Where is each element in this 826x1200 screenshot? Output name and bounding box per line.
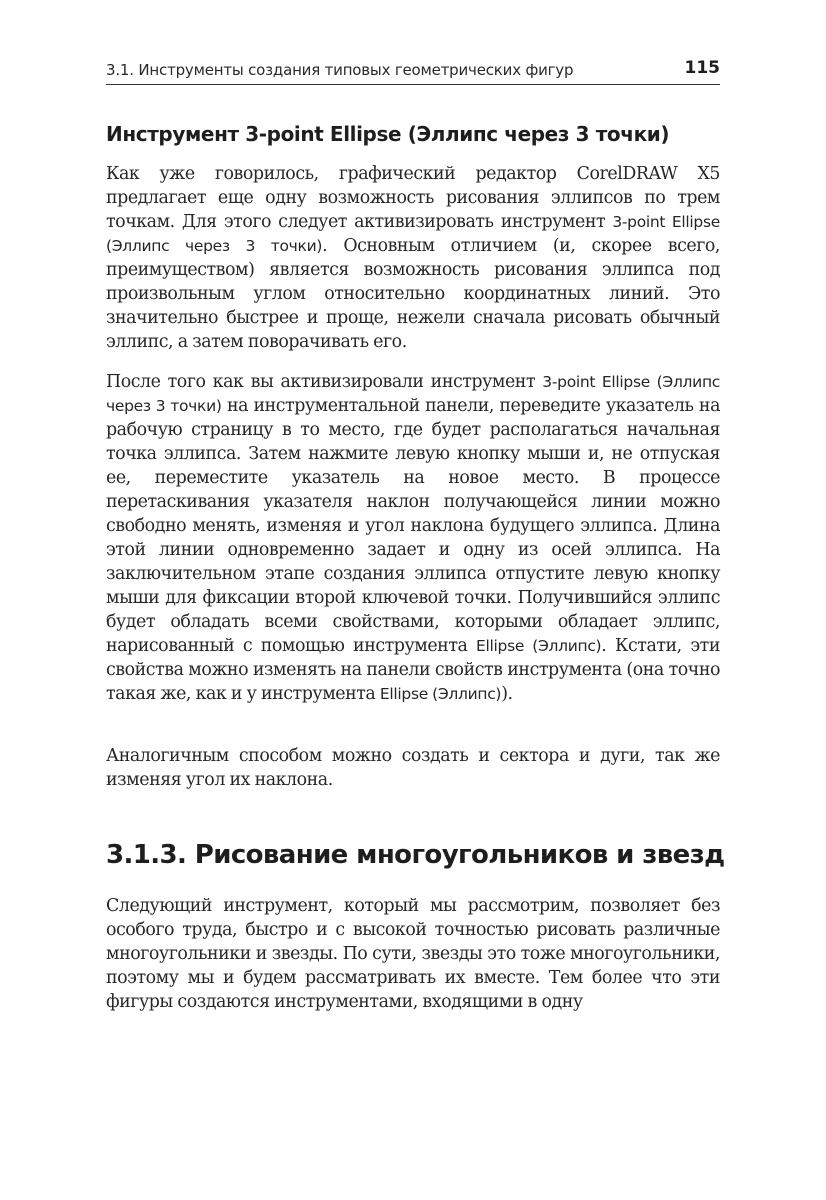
page-number: 115	[684, 58, 720, 78]
running-head	[106, 52, 720, 85]
paragraph-1-text-a: Как уже говорилось, графический редактор CorelDRAW X5 предлагает еще одну возможность рисования эллипсов по трем точкам. Для этого следует активизировать инструмент	[106, 164, 720, 232]
paragraph-1-text-b: . Основным отличием (и, скорее всего, преимуществом) является возможность рисования эллипса под произвольным углом относительно координатных линий. Это значительно быстрее и проще, нежели сначала рисовать обычный эллипс, а затем поворачивать его.	[106, 236, 721, 352]
running-head-title: 3.1. Инструменты создания типовых геометрических фигур	[106, 61, 574, 79]
subsection-title: Инструмент 3-point Ellipse (Эллипс через 3 точки)	[106, 122, 670, 146]
tool-name-term: Ellipse (Эллипс)	[476, 637, 602, 655]
paragraph-4: Следующий инструмент, который мы рассмотрим, позволяет без особого труда, быстро и с высокой точностью рисовать различные многоугольники и звезды. По сути, звезды это тоже многоугольники, поэтому мы и будем рассматривать их вместе. Тем более что эти фигуры создаются инструментами, входящими в одну	[106, 896, 720, 1012]
paragraph-2	[106, 370, 720, 706]
paragraph-2-text-d: ).	[501, 684, 513, 704]
paragraph-2-text-c: . Кстати, эти свойства можно изменять на панели свойств инструмента (она точно такая же, как и у инструмента	[106, 636, 720, 704]
paragraph-2-text-b: на инструментальной панели, переведите указатель на рабочую страницу в то место, где будет располагаться начальная точка эллипса. Затем нажмите левую кнопку мыши и, не отпуская ее, переместите указатель на новое место. В процессе перетаскивания указателя наклон получающейся линии можно свободно менять, изменяя и угол наклона будущего эллипса. Длина этой линии одновременно задает и одну из осей эллипса. На заключительном этапе создания эллипса отпустите левую кнопку мыши для фиксации второй ключевой точки. Получившийся эллипс будет обладать всеми свойствами, которыми обладает эллипс, нарисованный с помощью инструмента	[106, 396, 720, 656]
paragraph-3: Аналогичным способом можно создать и сектора и дуги, так же изменяя угол их наклона.	[106, 746, 720, 790]
section-title: 3.1.3. Рисование многоугольников и звезд	[106, 840, 725, 870]
tool-name-term: 3-point Ellipse (Эллипс через 3 точки)	[106, 213, 720, 255]
tool-name-term: Ellipse (Эллипс)	[379, 685, 502, 703]
tool-name-term: 3-point Ellipse (Эллипс через 3 точки)	[106, 373, 720, 415]
paragraph-1	[106, 162, 720, 354]
paragraph-2-text-a: После того как вы активизировали инструмент	[106, 372, 543, 392]
